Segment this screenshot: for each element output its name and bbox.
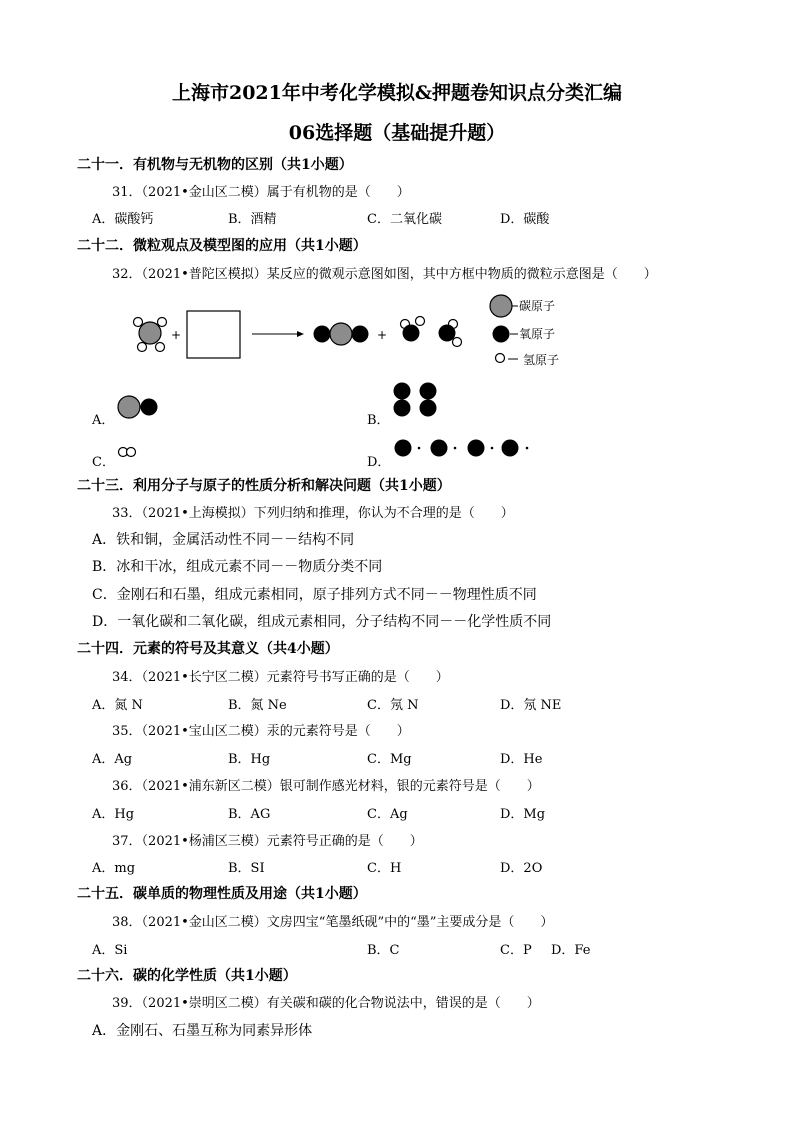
- question-stem: 36．（2021•浦东新区二模）银可制作感光材料，银的元素符号是（ ）: [112, 779, 540, 794]
- section-heading: 二十四．元素的符号及其意义（共4小题）: [77, 641, 339, 657]
- option-b: B．Hg: [228, 752, 271, 767]
- option-a: A．Ag: [92, 752, 133, 767]
- option-b: B．AG: [228, 807, 271, 822]
- option-c: C．氖 N: [367, 698, 419, 713]
- section-heading: 二十五．碳单质的物理性质及用途（共1小题）: [77, 886, 367, 902]
- plus-sign: +: [171, 328, 182, 342]
- reaction-diagram: [120, 288, 580, 370]
- option-a: A．氮 N: [92, 698, 143, 713]
- option-c: C．: [92, 455, 115, 470]
- option-b-model: [390, 380, 440, 420]
- plus-sign: +: [377, 328, 388, 342]
- option-a-model: [116, 394, 162, 420]
- option-a: A．: [92, 413, 115, 428]
- water-molecule: [439, 320, 462, 347]
- section-heading: 二十六．碳的化学性质（共1小题）: [77, 968, 297, 984]
- hydrogen-atom-icon: [496, 354, 505, 363]
- question-stem: 39．（2021•崇明区二模）有关碳和碳的化合物说法中，错误的是（ ）: [112, 996, 540, 1011]
- option-a: A．碳酸钙: [92, 212, 154, 227]
- carbon-atom-icon: [490, 295, 512, 317]
- option-a: A．Si: [92, 943, 128, 958]
- option-b: B．: [367, 413, 390, 428]
- question-stem: 35．（2021•宝山区二模）汞的元素符号是（ ）: [112, 724, 410, 739]
- legend-label-oxygen: 氧原子: [519, 327, 556, 341]
- option-c: C．Mg: [367, 752, 412, 767]
- option-c: C．金刚石和石墨，组成元素相同，原子排列方式不同－－物理性质不同: [92, 587, 537, 603]
- question-stem: 31．（2021•金山区二模）属于有机物的是（ ）: [112, 185, 410, 200]
- option-b: B．SI: [228, 861, 265, 876]
- option-d: D．一氧化碳和二氧化碳，组成元素相同，分子结构不同－－化学性质不同: [92, 614, 552, 630]
- reaction-arrow: [252, 331, 304, 337]
- option-b: B．酒精: [228, 212, 277, 227]
- option-a: A．mg: [92, 861, 136, 876]
- question-stem: 32．（2021•普陀区模拟）某反应的微观示意图如图，其中方框中物质的微粒示意图是（ ）: [112, 267, 657, 282]
- option-d: D．He: [500, 752, 543, 767]
- option-a: A．金刚石、石墨互称为同素异形体: [92, 1023, 313, 1039]
- option-d: D．: [367, 455, 391, 470]
- section-heading: 二十二．微粒观点及模型图的应用（共1小题）: [77, 238, 367, 254]
- page-subtitle: 06选择题（基础提升题）: [288, 122, 506, 144]
- option-d: D．Fe: [551, 943, 591, 958]
- option-c: C．P: [500, 943, 532, 958]
- question-stem: 34．（2021•长宁区二模）元素符号书写正确的是（ ）: [112, 670, 449, 685]
- option-c: C．H: [367, 861, 402, 876]
- unknown-box: [187, 311, 240, 358]
- legend: [490, 295, 559, 367]
- option-b: B．C: [367, 943, 400, 958]
- option-c-model: [116, 445, 140, 459]
- water-molecule: [401, 317, 425, 342]
- question-stem: 33．（2021•上海模拟）下列归纳和推理，你认为不合理的是（ ）: [112, 506, 514, 521]
- option-c: C．二氧化碳: [367, 212, 442, 227]
- option-c: C．Ag: [367, 807, 408, 822]
- option-d: D．碳酸: [500, 212, 550, 227]
- option-b: B．冰和干冰，组成元素不同－－物质分类不同: [92, 559, 383, 575]
- question-stem: 38．（2021•金山区二模）文房四宝“笔墨纸砚”中的“墨”主要成分是（ ）: [112, 915, 554, 930]
- carbon-dioxide-molecule: [314, 323, 369, 345]
- oxygen-atom-icon: [493, 326, 510, 343]
- option-b: B．氮 Ne: [228, 698, 287, 713]
- option-a: A．铁和铜，金属活动性不同－－结构不同: [92, 532, 355, 548]
- option-d: D．Mg: [500, 807, 546, 822]
- section-heading: 二十一．有机物与无机物的区别（共1小题）: [77, 157, 353, 173]
- methane-molecule: [134, 318, 167, 352]
- option-a: A．Hg: [92, 807, 135, 822]
- legend-label-carbon: 碳原子: [519, 299, 556, 313]
- section-heading: 二十三．利用分子与原子的性质分析和解决问题（共1小题）: [77, 478, 451, 494]
- option-d: D．氖 NE: [500, 698, 562, 713]
- option-d: D．2O: [500, 861, 543, 876]
- page-title: 上海市2021年中考化学模拟&押题卷知识点分类汇编: [171, 82, 623, 104]
- option-d-model: [390, 437, 540, 461]
- question-stem: 37．（2021•杨浦区三模）元素符号正确的是（ ）: [112, 834, 423, 849]
- legend-label-hydrogen: 氢原子: [523, 353, 560, 367]
